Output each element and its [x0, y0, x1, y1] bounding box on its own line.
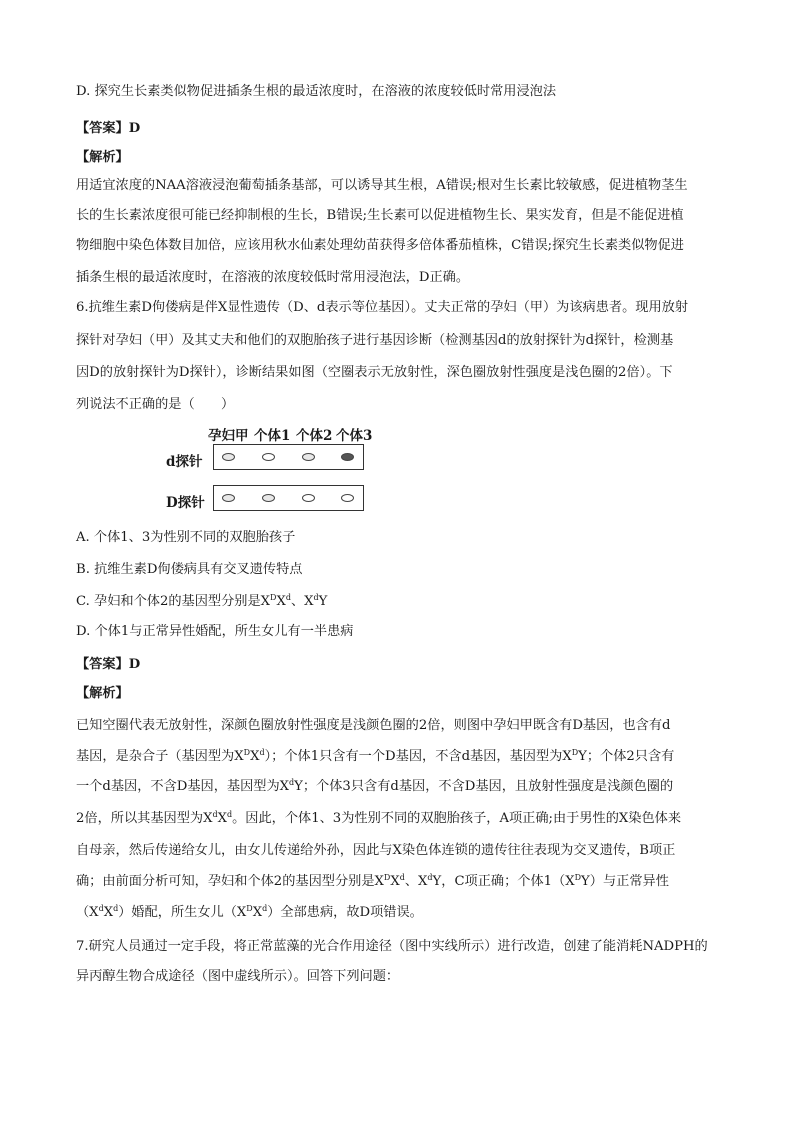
text: X [217, 811, 227, 826]
analysis-line: 已知空圈代表无放射性，深颜色圈放射性强度是浅颜色圈的2倍，则图中孕妇甲既含有D基因，也含有d [76, 718, 671, 733]
column-header: 个体3 [336, 428, 373, 444]
question-stem-line: 7.研究人员通过一定手段，将正常蓝藻的光合作用途径（图中实线所示）进行改造，创建了能消耗NADPH的 [76, 939, 708, 954]
probe-dot [222, 494, 235, 502]
question-stem-line: 6.抗维生素D佝偻病是伴X显性遗传（D、d表示等位基因）。丈夫正常的孕妇（甲）为该病患者。现用放射 [76, 300, 689, 315]
text: ）全部患病，故D项错误。 [267, 905, 423, 920]
probe-dot [262, 494, 275, 502]
superscript: d [289, 778, 295, 787]
text: 基因，是杂合子（基因型为X [76, 749, 244, 764]
column-header: 个体1 [254, 428, 291, 444]
row-label-D-probe: D探针 [166, 495, 205, 511]
superscript: d [285, 593, 291, 602]
probe-dot [222, 453, 235, 461]
option-d: D. 个体1与正常异性婚配，所生女儿有一半患病 [76, 624, 354, 639]
question-stem-line: 列说法不正确的是（ ） [76, 397, 235, 412]
question-stem-line: 探针对孕妇（甲）及其丈夫和他们的双胞胎孩子进行基因诊断（检测基因d的放射探针为d探针，检测基 [76, 333, 674, 348]
analysis-line [76, 905, 423, 921]
probe-dot [262, 453, 275, 461]
text: Y）与正常异性 [581, 874, 669, 889]
option-b: B. 抗维生素D佝偻病具有交叉遗传特点 [76, 562, 303, 577]
text: （X [76, 905, 99, 920]
text: 确；由前面分析可知，孕妇和个体2的基因型分别是X [76, 874, 384, 889]
superscript: D [571, 748, 579, 757]
analysis-line: 自母亲，然后传递给女儿，由女儿传递给外孙，因此与X染色体连锁的遗传往往表现为交叉遗传，B项正 [76, 843, 676, 858]
superscript: d [399, 873, 405, 882]
text: 一个d基因，不含D基因，基因型为X [76, 779, 290, 794]
superscript: d [427, 873, 433, 882]
probe-dot [341, 494, 354, 502]
superscript: D [246, 904, 253, 913]
answer-label: 【答案】D [76, 657, 141, 672]
probe-diagram [166, 424, 372, 516]
text: 2倍，所以其基因型为X [76, 811, 213, 826]
column-header: 个体2 [296, 428, 333, 444]
column-header: 孕妇甲 [208, 428, 249, 444]
row-label-d-probe: d探针 [166, 454, 203, 470]
text: ）；个体1只含有一个D基因，不含d基因，基因型为X [264, 749, 572, 764]
text: 。因此，个体1、3为性别不同的双胞胎孩子，A项正确;由于男性的X染色体来 [232, 811, 682, 826]
superscript: d [262, 904, 268, 913]
analysis-line: 物细胞中染色体数目加倍，应该用秋水仙素处理幼苗获得多倍体番茄植株，C错误;探究生长素类似物促进 [76, 238, 684, 253]
superscript: D [270, 593, 277, 602]
analysis-line [76, 749, 674, 765]
text: X [390, 874, 400, 889]
analysis-title: 【解析】 [76, 686, 129, 701]
analysis-line: 用适宜浓度的NAA溶液浸泡葡萄插条基部，可以诱导其生根，A错误;根对生长素比较敏感，促进植物茎生 [76, 178, 688, 193]
text: Y；个体3只含有d基因，不含D基因，且放射性强度是浅颜色圈的 [294, 779, 674, 794]
analysis-title: 【解析】 [76, 150, 129, 165]
text: Y；个体2只含有 [578, 749, 675, 764]
analysis-line: 插条生根的最适浓度时，在溶液的浓度较低时常用浸泡法，D正确。 [76, 270, 470, 285]
question-stem-line: 异丙醇生物合成途径（图中虚线所示）。回答下列问题： [76, 969, 400, 984]
superscript: D [574, 873, 582, 882]
text: ）婚配，所生女儿（X [118, 905, 247, 920]
superscript: d [259, 748, 265, 757]
option-c [76, 594, 327, 610]
text: Y，C项正确；个体1（X [432, 874, 575, 889]
text: Y [318, 594, 328, 609]
analysis-line [76, 874, 669, 890]
analysis-line [76, 779, 673, 795]
option-a: A. 个体1、3为性别不同的双胞胎孩子 [76, 530, 296, 545]
text: X [276, 594, 286, 609]
text: C. 孕妇和个体2的基因型分别是X [76, 594, 271, 609]
superscript: D [243, 748, 251, 757]
d-probe-strip [213, 444, 364, 470]
text: X [250, 749, 260, 764]
superscript: D [383, 873, 391, 882]
superscript: d [98, 904, 104, 913]
answer-label: 【答案】D [76, 121, 141, 136]
text: X [252, 905, 263, 920]
probe-dot [302, 494, 315, 502]
probe-dot [302, 453, 315, 461]
question-stem-line: 因D的放射探针为D探针），诊断结果如图（空圈表示无放射性，深色圈放射性强度是浅色圈的2倍）。下 [76, 365, 673, 380]
option-d: D. 探究生长素类似物促进插条生根的最适浓度时，在溶液的浓度较低时常用浸泡法 [76, 84, 557, 99]
superscript: d [113, 904, 119, 913]
superscript: d [226, 810, 233, 819]
analysis-line [76, 811, 681, 827]
probe-dot [341, 453, 354, 461]
text: 、X [290, 594, 314, 609]
superscript: d [313, 593, 319, 602]
text: 、X [404, 874, 428, 889]
D-probe-strip [213, 485, 364, 511]
superscript: d [212, 810, 218, 819]
analysis-line: 长的生长素浓度很可能已经抑制根的生长，B错误;生长素可以促进植物生长、果实发育，但是不能促进植 [76, 208, 684, 223]
text: X [103, 905, 114, 920]
